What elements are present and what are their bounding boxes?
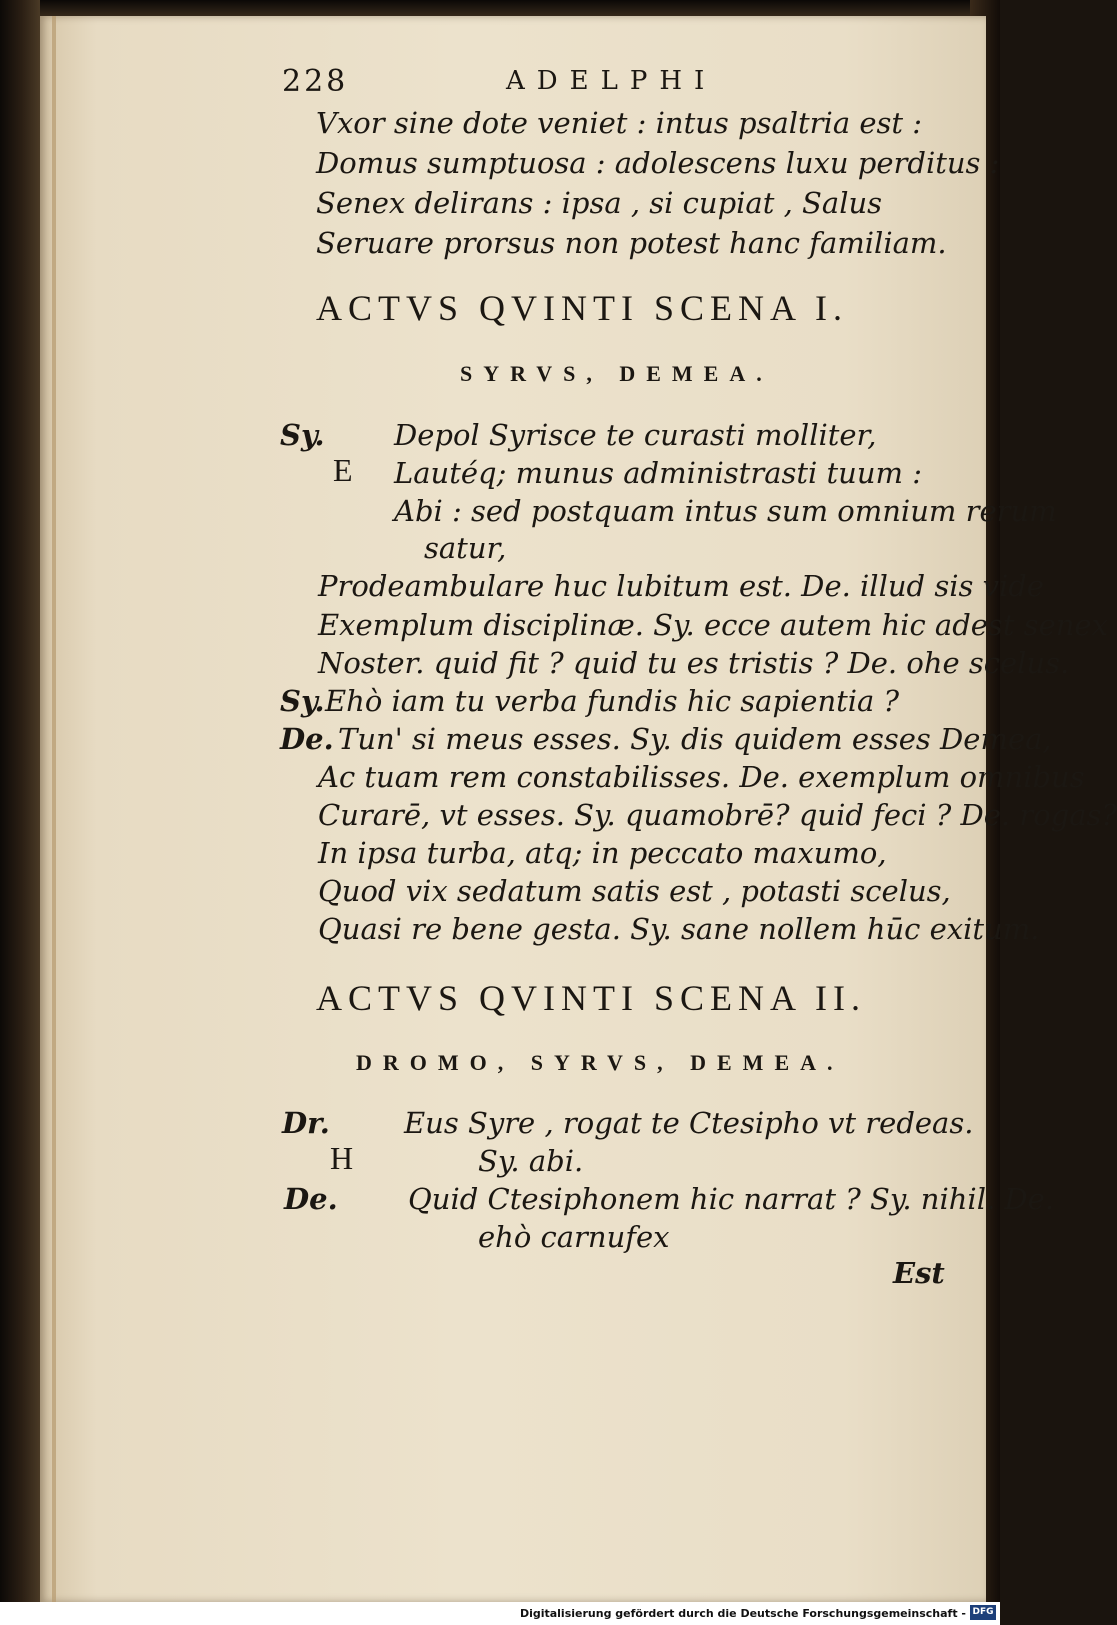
verse-line: Abi : sed postquam intus sum omnium rerum <box>394 494 1057 528</box>
digitization-footer <box>0 1602 1000 1625</box>
verse-line: Ehò iam tu verba fundis hic sapientia ? <box>325 684 900 718</box>
verse-line: Eus Syre , rogat te Ctesipho vt redeas. <box>404 1106 974 1140</box>
scene-heading: ACTVS QVINTI SCENA II. <box>316 978 866 1018</box>
verse-line: Sy. abi. <box>478 1144 584 1178</box>
verse-line: Noster. quid fit ? quid tu es tristis ? De. ohe scelus. <box>318 646 1070 680</box>
verse-line: Lautéq; munus administrasti tuum : <box>394 456 923 490</box>
speaker-label: Sy. <box>280 418 325 452</box>
dfg-logo: DFG <box>970 1605 996 1620</box>
drop-initial-letter: E <box>333 452 353 488</box>
running-head: ADELPHI <box>506 66 717 96</box>
scene-cast-list: SYRVS, DEMEA. <box>460 361 773 386</box>
speaker-label: Dr. <box>282 1106 330 1140</box>
book-spine-edge <box>0 0 40 1625</box>
verse-line: Quod vix sedatum satis est , potasti scelus, <box>318 874 951 908</box>
verse-line: Prodeambulare huc lubitum est. De. illud sis vide <box>318 569 1044 603</box>
drop-initial-letter: H <box>330 1140 354 1176</box>
verse-line: Domus sumptuosa : adolescens luxu perditus : <box>316 146 1000 180</box>
footer-credit-text: Digitalisierung gefördert durch die Deutsche Forschungsgemeinschaft - <box>519 1607 966 1620</box>
speaker-label: Sy. <box>280 684 325 718</box>
verse-line: Exemplum disciplinæ. Sy. ecce autem hic adest senex <box>318 608 1108 642</box>
verse-line: Curarē, vt esses. Sy. quamobrē? quid feci ? De. rogas? <box>318 798 1117 832</box>
verse-line: Senex delirans : ipsa , si cupiat , Salus <box>316 186 883 220</box>
verse-line: Ac tuam rem constabilisses. De. exemplum omnibus <box>318 760 1085 794</box>
speaker-label: De. <box>280 722 334 756</box>
scene-heading: ACTVS QVINTI SCENA I. <box>316 288 849 328</box>
verse-line: Seruare prorsus non potest hanc familiam. <box>316 226 947 260</box>
verse-line: Quid Ctesiphonem hic narrat ? Sy. nihil. De. <box>408 1182 1055 1216</box>
verse-line: Quasi re bene gesta. Sy. sane nollem hūc exitum. <box>318 912 1040 946</box>
verse-line: ehò carnufex <box>478 1220 670 1254</box>
catchword: Est <box>893 1256 945 1290</box>
verse-line: Depol Syrisce te curasti molliter, <box>394 418 877 452</box>
verse-line: In ipsa turba, atq; in peccato maxumo, <box>318 836 887 870</box>
scene-cast-list: DROMO, SYRVS, DEMEA. <box>356 1050 844 1075</box>
page-gutter-line <box>52 16 56 1602</box>
verse-line: Vxor sine dote veniet : intus psaltria est : <box>316 106 923 140</box>
verse-line: Tun' si meus esses. Sy. dis quidem esses Demea, <box>338 722 1052 756</box>
verse-line: satur, <box>424 531 507 565</box>
page-number: 228 <box>282 64 349 99</box>
speaker-label: De. <box>284 1182 338 1216</box>
